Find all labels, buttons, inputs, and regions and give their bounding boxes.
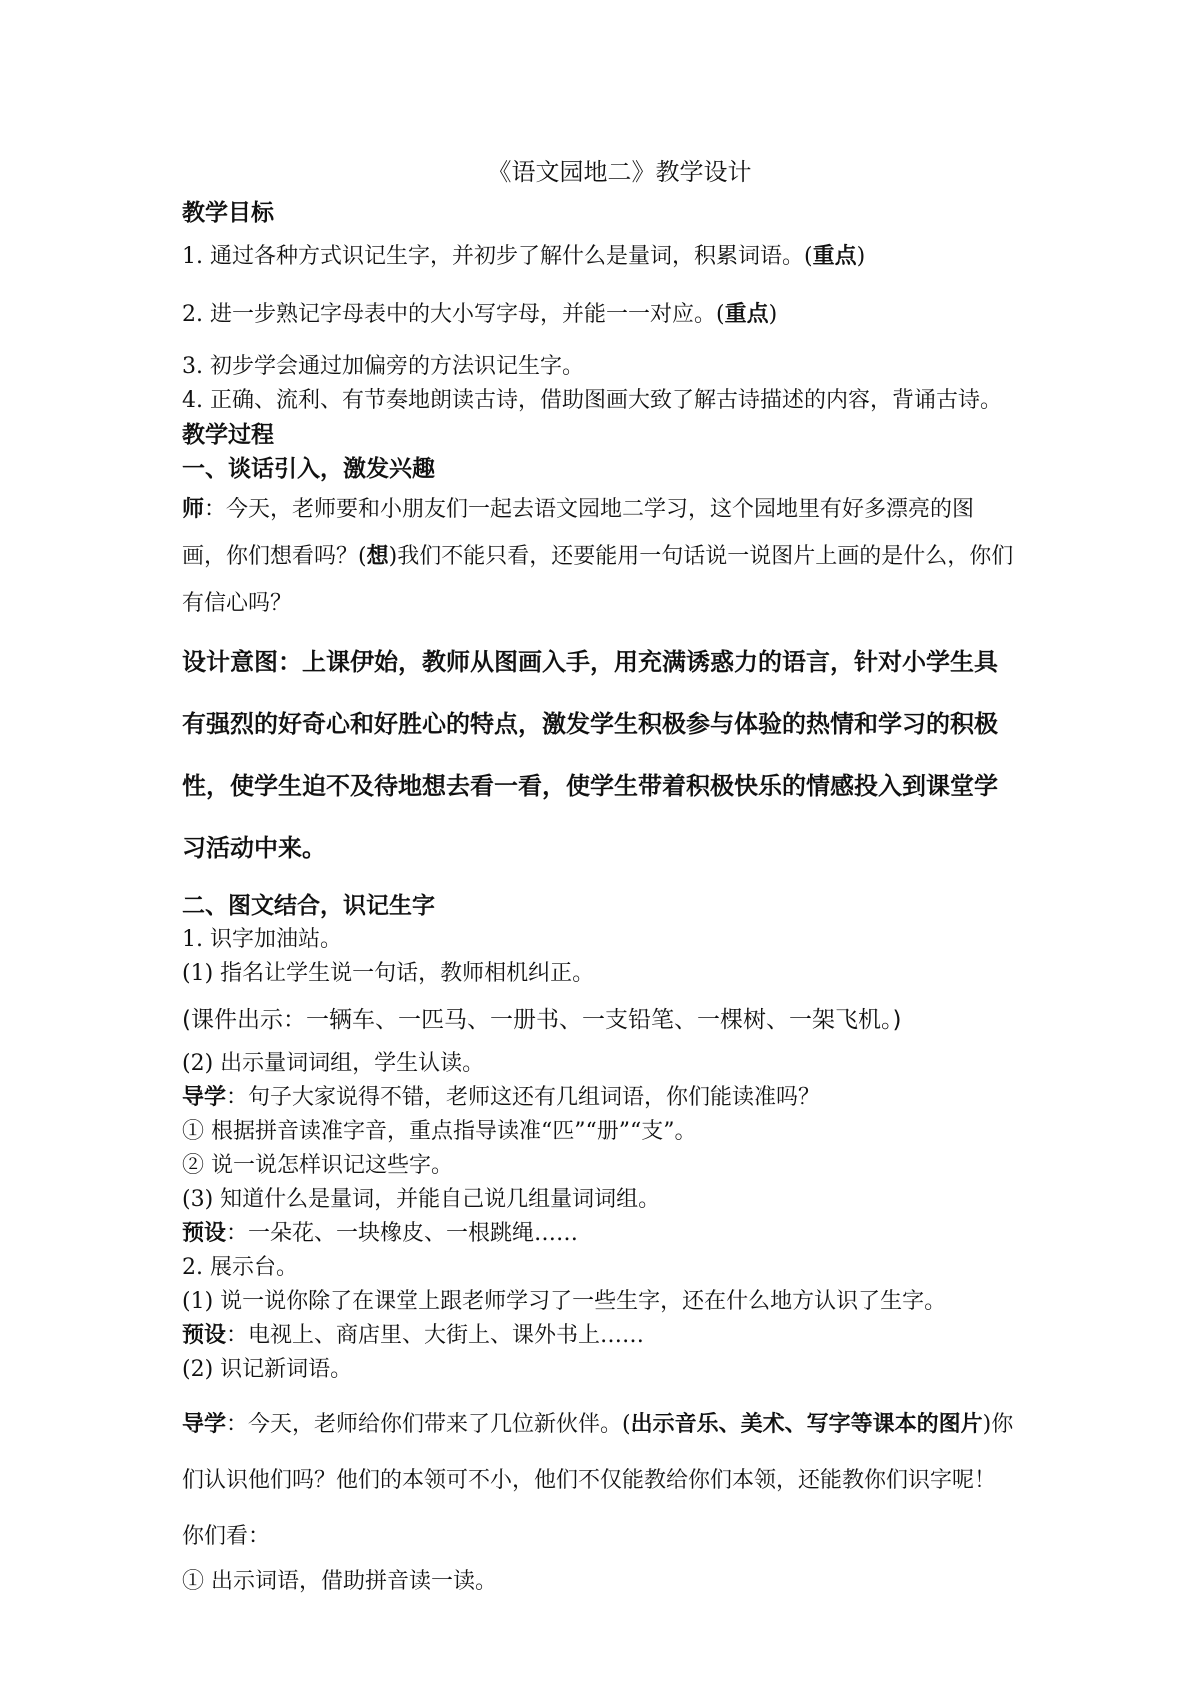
goals-heading: 教学目标 — [182, 200, 274, 226]
design-intent: 设计意图：上课伊始，教师从图画入手，用充满诱惑力的语言，针对小学生具有强烈的好奇心和好胜心的特点，激发学生积极参与体验的热情和学习的积极性，使学生迫不及待地想去看一看，使学生带着积极快乐的情感投入到课堂学习活动中来。 — [182, 648, 998, 862]
display-item-2: (2) 识记新词语。 — [182, 1357, 353, 1382]
process-heading: 教学过程 — [182, 422, 274, 448]
literacy-item-2: (2) 出示量词词组，学生认读。 — [182, 1051, 485, 1076]
goal-1-text: 1. 通过各种方式识记生字，并初步了解什么是量词，积累词语。( — [182, 244, 813, 269]
display-item: 2. 展示台。 — [182, 1255, 298, 1280]
goal-4: 4. 正确、流利、有节奏地朗读古诗，借助图画大致了解古诗描述的内容，背诵古诗。 — [182, 388, 1002, 413]
section-1-heading: 一、谈话引入，激发兴趣 — [182, 456, 435, 482]
guide-2-text-a: ：今天，老师给你们带来了几位新伙伴。( — [226, 1412, 631, 1437]
literacy-item-1: (1) 指名让学生说一句话，教师相机纠正。 — [182, 961, 595, 986]
preset-1-text: ：一朵花、一块橡皮、一根跳绳…… — [226, 1221, 579, 1246]
literacy-item-3: (3) 知道什么是量词，并能自己说几组量词词组。 — [182, 1187, 661, 1212]
preset-1 — [182, 1217, 1017, 1251]
guide-2 — [182, 1397, 1017, 1565]
guide-2-bold: 出示音乐、美术、写字等课本的图片 — [630, 1412, 983, 1437]
preset-2-text: ：电视上、商店里、大街上、课外书上…… — [226, 1323, 645, 1348]
goal-1-key: 重点 — [812, 244, 857, 269]
preset-1-label: 预设 — [182, 1221, 227, 1246]
goal-1 — [182, 240, 1017, 274]
goal-2 — [182, 298, 1017, 332]
document-title: 《语文园地二》教学设计 — [487, 158, 752, 186]
step-2: ② 说一说怎样识记这些字。 — [182, 1153, 453, 1178]
teacher-think: 想 — [366, 544, 389, 569]
guide-1-text: ：句子大家说得不错，老师这还有几组词语，你们能读准吗？ — [226, 1085, 821, 1110]
document-body — [182, 152, 1017, 1599]
preset-2-label: 预设 — [182, 1323, 227, 1348]
goal-3: 3. 初步学会通过加偏旁的方法识记生字。 — [182, 354, 584, 379]
preset-2 — [182, 1319, 1017, 1353]
teacher-text-a: ：今天，老师要和小朋友们一起去语文园地二学习，这个园地里有好多漂亮的图画，你们想看吗？( — [182, 497, 975, 569]
step-last: ① 出示词语，借助拼音读一读。 — [182, 1569, 497, 1594]
goal-2-end: ) — [768, 302, 778, 327]
teacher-label: 师 — [182, 497, 205, 522]
goal-1-end: ) — [856, 244, 866, 269]
courseware-display: (课件出示：一辆车、一匹马、一册书、一支铅笔、一棵树、一架飞机。) — [182, 1007, 902, 1033]
guide-2-text-b: )你们认识他们吗？他们的本领可不小，他们不仅能教给你们本领，还能教你们识字呢！你们看： — [182, 1412, 1014, 1549]
goal-2-key: 重点 — [724, 302, 769, 327]
teacher-paragraph — [182, 486, 1017, 627]
display-item-1: (1) 说一说你除了在课堂上跟老师学习了一些生字，还在什么地方认识了生字。 — [182, 1289, 947, 1314]
guide-1-label: 导学 — [182, 1085, 227, 1110]
teacher-text-b: )我们不能只看，还要能用一句话说一说图片上画的是什么，你们有信心吗？ — [182, 544, 1014, 616]
section-2-heading: 二、图文结合，识记生字 — [182, 893, 435, 919]
guide-1 — [182, 1081, 1017, 1115]
step-1: ① 根据拼音读准字音，重点指导读准“匹”“册”“支”。 — [182, 1119, 697, 1144]
guide-2-label: 导学 — [182, 1412, 227, 1437]
literacy-item: 1. 识字加油站。 — [182, 927, 342, 952]
goal-2-text: 2. 进一步熟记字母表中的大小写字母，并能一一对应。( — [182, 302, 725, 327]
